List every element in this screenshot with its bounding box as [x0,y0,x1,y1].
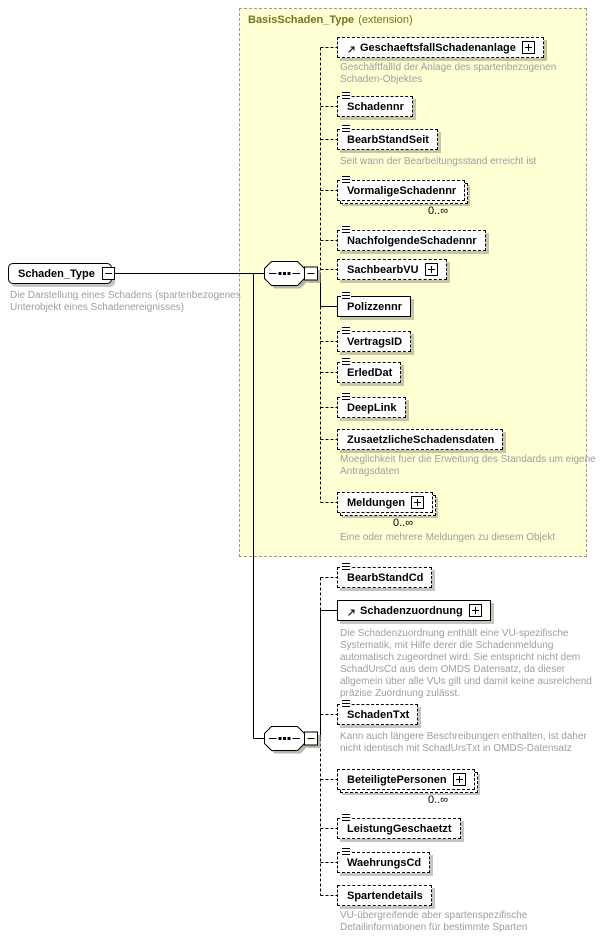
text-content-icon [341,393,351,400]
element-box-deeplink[interactable] [337,397,406,418]
expand-icon[interactable] [425,263,438,276]
element-box-nachfolgendeschadennr[interactable] [337,230,486,251]
text-content-icon [341,814,351,821]
root-element-label: Schaden_Type [18,267,95,280]
sequence-icon[interactable] [262,723,322,757]
element-label: VormaligeSchadennr [347,184,457,197]
element-annotation: Die Schadenzuordnung enthält eine VU-spezifische Systematik, mit Hilfe derer die Schadenmeldung automatisch zugeordnet wird. Sie entspricht nicht dem SchadUrsCd aus dem OMDS Datensatz, da dieser allgemein über alle VUs gilt und damit keine ausreichend präzise Zuordnung zulässt. [340,628,592,699]
element-label: ZusaetzlicheSchadensdaten [347,433,495,446]
element-label: DeepLink [347,401,397,414]
element-label: GeschaeftsfallSchadenanlage [360,41,516,54]
element-label: SachbearbVU [347,263,419,276]
expand-icon[interactable] [453,773,466,786]
text-content-icon [341,176,351,183]
reference-arrow-icon [347,45,356,54]
extension-title [248,14,413,26]
element-label: VertragsID [347,335,403,348]
root-element-annotation: Die Darstellung eines Schadens (spartenbezogenes Unterobjekt eines Schadenereignisses) [10,290,241,313]
text-content-icon [341,327,351,334]
text-content-icon [341,563,351,570]
element-box-beteiligtepersonen[interactable] [337,769,475,790]
text-content-icon [341,848,351,855]
element-label: Spartendetails [347,889,423,902]
element-label: Meldungen [347,496,406,509]
element-box-bearbstandseit[interactable] [337,129,438,150]
element-label: Schadenzuordnung [360,604,463,617]
text-content-icon [341,92,351,99]
element-annotation: Moeglichkeit fuer die Erweitung des Standards um eigene Antragsdaten [340,454,596,477]
element-box-vormaligeschadennr[interactable] [337,180,465,201]
element-label: SchadenTxt [347,708,410,721]
element-box-erleddat[interactable] [337,362,401,383]
element-label: NachfolgendeSchadennr [347,234,477,247]
element-box-geschaeftsfallschadenanlage[interactable] [337,37,544,58]
element-annotation: Kann auch längere Beschreibungen enthalten, ist daher nicht identisch mit SchadUrsTxt in OMDS-Datensatz [340,731,587,754]
element-box-vertragsid[interactable] [337,331,411,352]
element-label: BearbStandCd [347,571,424,584]
element-label: BeteiligtePersonen [347,773,447,786]
expand-icon[interactable] [411,496,424,509]
text-content-icon [341,700,351,707]
element-annotation: Eine oder mehrere Meldungen zu diesem Objekt [340,532,556,543]
occurs-label: 0..∞ [393,517,414,529]
element-box-leistunggeschaetzt[interactable] [337,818,461,839]
element-label: ErledDat [347,366,393,379]
element-box-schadentxt[interactable] [337,704,418,725]
element-box-zusaetzlicheschadensdaten[interactable] [337,429,503,450]
element-annotation: GeschäftfallId der Anlage des spartenbezogenen Schaden-Objektes [340,62,557,85]
element-label: WaehrungsCd [347,856,422,869]
element-box-schadennr[interactable] [337,96,413,117]
element-label: LeistungGeschaetzt [347,822,452,835]
element-box-schadenzuordnung[interactable] [337,600,491,621]
text-content-icon [341,125,351,132]
element-box-meldungen[interactable] [337,492,433,513]
text-content-icon [341,226,351,233]
element-label: Polizzennr [347,300,403,313]
sequence-icon[interactable] [262,258,322,292]
expand-icon[interactable] [469,604,482,617]
occurs-label: 0..∞ [428,205,449,217]
collapse-icon[interactable] [102,267,115,280]
element-annotation: Seit wann der Bearbeitungsstand erreicht ist [340,156,537,167]
reference-arrow-icon [347,608,356,617]
element-box-waehrungscd[interactable] [337,852,430,873]
occurs-label: 0..∞ [428,794,449,806]
text-content-icon [341,292,351,299]
extension-suffix: (extension) [358,14,413,26]
element-label: Schadennr [347,100,404,113]
extension-type-name: BasisSchaden_Type [248,14,355,26]
element-annotation: VU-übergreifende aber spartenspezifische Detailinformationen für bestimmte Sparten [340,910,528,933]
element-box-bearbstandcd[interactable] [337,567,432,588]
text-content-icon [341,358,351,365]
expand-icon[interactable] [522,41,535,54]
element-box-polizzennr[interactable] [337,296,411,317]
root-element-box[interactable] [8,263,112,284]
element-label: BearbStandSeit [347,133,429,146]
element-box-spartendetails[interactable] [337,885,432,906]
element-box-sachbearbvu[interactable] [337,259,447,280]
